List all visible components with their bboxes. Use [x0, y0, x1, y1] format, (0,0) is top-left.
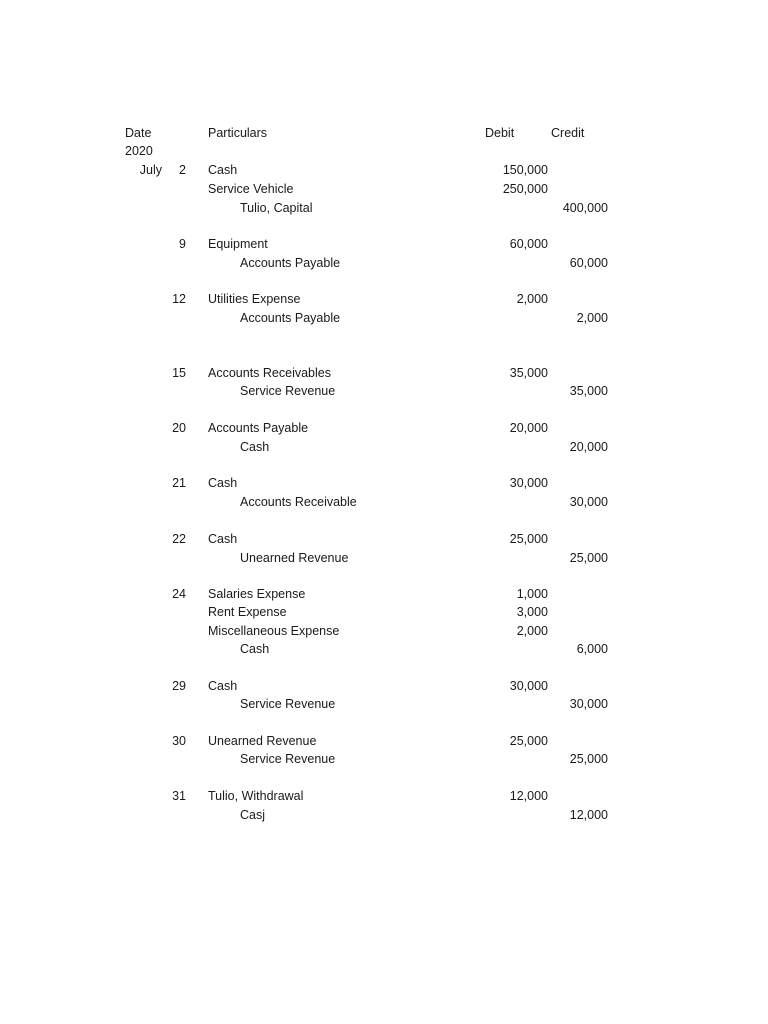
account-name: Accounts Receivable [240, 495, 357, 509]
account-name: Accounts Payable [240, 256, 341, 270]
account-name: Service Revenue [240, 752, 336, 766]
journal-row [0, 696, 768, 714]
header-date: Date [125, 126, 152, 140]
journal-row [0, 383, 768, 401]
entry-day: 21 [172, 476, 186, 490]
account-name: Tulio, Withdrawal [208, 789, 304, 803]
account-name: Casj [240, 808, 266, 822]
journal-row [0, 310, 768, 328]
account-name: Miscellaneous Expense [208, 624, 340, 638]
account-name: Cash [208, 679, 238, 693]
journal-row [0, 623, 768, 641]
account-name: Cash [208, 476, 238, 490]
account-name: Accounts Payable [240, 311, 341, 325]
account-name: Salaries Expense [208, 587, 306, 601]
debit-amount: 35,000 [509, 366, 548, 380]
journal-row [0, 475, 768, 493]
journal-row [0, 200, 768, 218]
credit-amount: 30,000 [569, 697, 608, 711]
debit-amount: 30,000 [509, 476, 548, 490]
account-name: Service Revenue [240, 697, 336, 711]
entry-day: 29 [172, 679, 186, 693]
account-name: Service Vehicle [208, 182, 294, 196]
journal-row [0, 641, 768, 659]
journal-row [0, 807, 768, 825]
header-particulars: Particulars [208, 126, 268, 140]
debit-amount: 25,000 [509, 734, 548, 748]
account-name: Equipment [208, 237, 268, 251]
debit-amount: 20,000 [509, 421, 548, 435]
account-name: Unearned Revenue [240, 551, 349, 565]
entry-day: 30 [172, 734, 186, 748]
journal-row [0, 733, 768, 751]
account-name: Accounts Receivables [208, 366, 331, 380]
month-label: July [139, 163, 162, 177]
credit-amount: 6,000 [576, 642, 608, 656]
debit-amount: 25,000 [509, 532, 548, 546]
account-name: Service Revenue [240, 384, 336, 398]
account-name: Cash [240, 642, 270, 656]
credit-amount: 2,000 [576, 311, 608, 325]
journal-row [0, 678, 768, 696]
debit-amount: 250,000 [502, 182, 548, 196]
account-name: Tulio, Capital [240, 201, 313, 215]
debit-amount: 2,000 [516, 292, 548, 306]
account-name: Unearned Revenue [208, 734, 317, 748]
header-debit: Debit [485, 126, 515, 140]
credit-amount: 400,000 [562, 201, 608, 215]
journal-row [0, 181, 768, 199]
debit-amount: 3,000 [516, 605, 548, 619]
journal-row [0, 420, 768, 438]
journal-row [0, 255, 768, 273]
entry-day: 15 [172, 366, 186, 380]
journal-row [0, 236, 768, 254]
journal-row [0, 751, 768, 769]
entry-day: 20 [172, 421, 186, 435]
account-name: Cash [208, 163, 238, 177]
entry-day: 9 [179, 237, 186, 251]
year-label: 2020 [125, 144, 153, 158]
credit-amount: 35,000 [569, 384, 608, 398]
credit-amount: 12,000 [569, 808, 608, 822]
journal-row [0, 162, 768, 180]
header-credit: Credit [551, 126, 585, 140]
account-name: Rent Expense [208, 605, 287, 619]
credit-amount: 20,000 [569, 440, 608, 454]
credit-amount: 30,000 [569, 495, 608, 509]
journal-row [0, 291, 768, 309]
account-name: Utilities Expense [208, 292, 301, 306]
account-name: Accounts Payable [208, 421, 309, 435]
debit-amount: 1,000 [516, 587, 548, 601]
debit-amount: 12,000 [509, 789, 548, 803]
account-name: Cash [240, 440, 270, 454]
journal-row [0, 550, 768, 568]
entry-day: 12 [172, 292, 186, 306]
credit-amount: 25,000 [569, 752, 608, 766]
journal-row [0, 365, 768, 383]
debit-amount: 60,000 [509, 237, 548, 251]
journal-row [0, 439, 768, 457]
journal-row [0, 586, 768, 604]
entry-day: 2 [179, 163, 186, 177]
debit-amount: 2,000 [516, 624, 548, 638]
entry-day: 22 [172, 532, 186, 546]
journal-row [0, 604, 768, 622]
credit-amount: 25,000 [569, 551, 608, 565]
entry-day: 31 [172, 789, 186, 803]
debit-amount: 30,000 [509, 679, 548, 693]
journal-row [0, 531, 768, 549]
debit-amount: 150,000 [502, 163, 548, 177]
credit-amount: 60,000 [569, 256, 608, 270]
journal-row [0, 788, 768, 806]
account-name: Cash [208, 532, 238, 546]
entry-day: 24 [172, 587, 186, 601]
journal-row [0, 494, 768, 512]
